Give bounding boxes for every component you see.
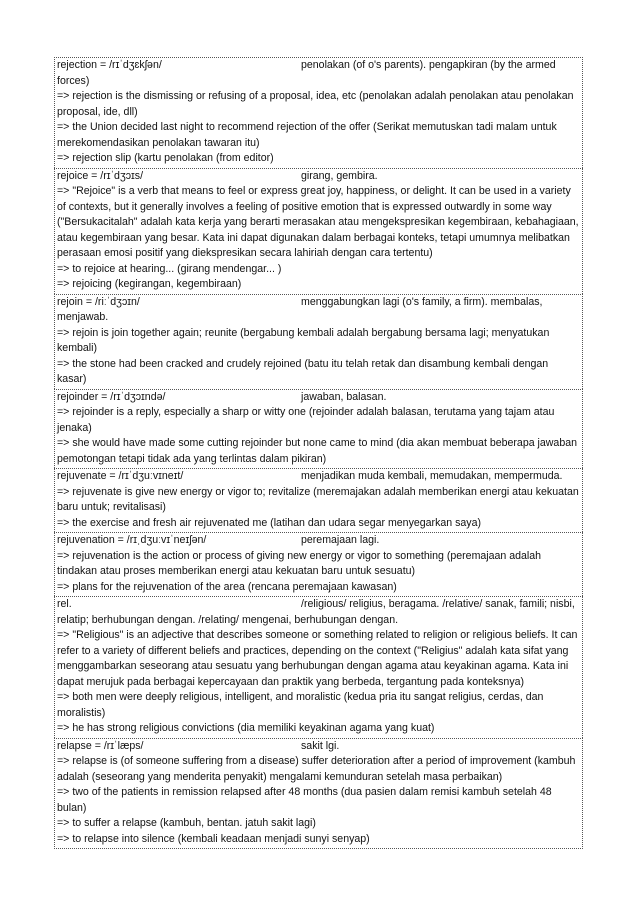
- example-line: => rejoicing (kegirangan, kegembiraan): [57, 278, 242, 290]
- entry-heading: [57, 169, 580, 185]
- example-line: => the exercise and fresh air rejuvenated me (latihan dan udara segar menyegarkan saya): [57, 516, 481, 529]
- example-line: => "Religious" is an adjective that describes someone or something related to religion or religious beliefs. It can refer to a variety of different beliefs and practices, depending on the context ("Religius" adalah kata sifat yang menggambarkan seseorang atau sesuatu yang berhubungan dengan agama atau keyakinan agama. Kata ini dapat merujuk pada berbagai kepercayaan dan praktik yang berbeda, tergantung pada konteksnya): [57, 629, 578, 688]
- entry-heading: [57, 295, 580, 326]
- dictionary-entry: [54, 532, 583, 596]
- dictionary-entry: [54, 596, 583, 738]
- definition: /religious/ religius, beragama. /relative/ sanak, famili; nisbi, relatip; berhubungan dengan. /relating/ mengenai, berhubungan dengan.: [57, 598, 575, 626]
- entry-heading: [57, 469, 580, 485]
- example-line: => the Union decided last night to recommend rejection of the offer (Serikat memutuskan tadi malam untuk merekomendasikan penolakan tawaran itu): [57, 121, 557, 149]
- dictionary-entry: [54, 294, 583, 389]
- example-line: => plans for the rejuvenation of the area (rencana peremajaan kawasan): [57, 580, 397, 593]
- example-line: => to rejoice at hearing... (girang mendengar... ): [57, 262, 282, 275]
- entry-heading: [57, 533, 580, 549]
- dictionary-entry: [54, 468, 583, 532]
- entry-heading: [57, 597, 580, 628]
- example-line: => rejuvenate is give new energy or vigor to; revitalize (meremajakan adalah memberikan energi atau kekuatan baru untuk; revitalisasi): [57, 485, 579, 513]
- headword: rejuvenate = /rɪˈdʒuːvɪneɪt/: [57, 470, 184, 482]
- dictionary-entry: [54, 57, 583, 168]
- headword: rejection = /rɪˈdʒɛkʃən/: [57, 59, 162, 71]
- dictionary-page: [54, 57, 583, 849]
- example-line: => to suffer a relapse (kambuh, bentan. jatuh sakit lagi): [57, 817, 316, 829]
- example-line: => she would have made some cutting rejoinder but none came to mind (dia akan membuat beberapa jawaban pemotongan tetapi tidak ada yang terlintas dalam pikiran): [57, 437, 578, 465]
- example-line: => rejuvenation is the action or process of giving new energy or vigor to something (peremajaan adalah tindakan atau proses memberikan energi atau kekuatan baru untuk sesuatu): [57, 549, 542, 577]
- entry-heading: [57, 390, 580, 406]
- example-line: => relapse is (of someone suffering from a disease) suffer deterioration after a period of improvement (kambuh adalah (seseorang yang menderita penyakit) mengalami kemunduran setelah masa perbaikan): [57, 755, 576, 783]
- headword: rejuvenation = /rɪˌdʒuːvɪˈneɪʃən/: [57, 534, 207, 546]
- definition: penolakan (of o's parents). pengapkiran (by the armed forces): [57, 59, 556, 87]
- example-line: => rejoinder is a reply, especially a sharp or witty one (rejoinder adalah balasan, terutama yang tajam atau jenaka): [57, 406, 555, 434]
- definition: jawaban, balasan.: [301, 390, 387, 403]
- definition: girang, gembira.: [301, 169, 378, 182]
- headword: rejoinder = /rɪˈdʒɔɪndə/: [57, 390, 166, 403]
- example-line: => rejection is the dismissing or refusing of a proposal, idea, etc (penolakan adalah penolakan atau penolakan proposal, ide, dll): [57, 90, 574, 118]
- headword: rel.: [57, 598, 72, 610]
- example-line: => "Rejoice" is a verb that means to feel or express great joy, happiness, or delight. It can be used in a variety of contexts, but it generally involves a feeling of positive emotion that is expressed outwardly in some way ("Bersukacitalah" adalah kata kerja yang berarti merasakan atau mengekspresikan kegembiraan, kebahagiaan, atau kegembiraan yang besar. Kata ini dapat digunakan dalam berbagai konteks, tetapi umumnya melibatkan perasaan emosi positif yang diekspresikan secara lahiriah dengan cara tertentu): [57, 185, 579, 259]
- example-line: => to relapse into silence (kembali keadaan menjadi sunyi senyap): [57, 832, 370, 845]
- dictionary-entry: [54, 389, 583, 469]
- example-line: => he has strong religious convictions (dia memiliki keyakinan agama yang kuat): [57, 722, 435, 734]
- entry-heading: [57, 739, 580, 755]
- definition: peremajaan lagi.: [301, 534, 380, 546]
- example-line: => the stone had been cracked and crudely rejoined (batu itu telah retak dan disambung kembali dengan kasar): [57, 357, 549, 385]
- dictionary-entry: [54, 168, 583, 294]
- example-line: => two of the patients in remission relapsed after 48 months (dua pasien dalam remisi kambuh setelah 48 bulan): [57, 786, 552, 814]
- definition: sakit lgi.: [301, 739, 340, 752]
- dictionary-entry: [54, 738, 583, 850]
- definition: menjadikan muda kembali, memudakan, mempermuda.: [301, 470, 563, 482]
- headword: rejoice = /rɪˈdʒɔɪs/: [57, 169, 144, 182]
- example-line: => both men were deeply religious, intelligent, and moralistic (kedua pria itu sangat religius, cerdas, dan moralistis): [57, 691, 544, 719]
- example-line: => rejection slip (kartu penolakan (from editor): [57, 152, 274, 164]
- definition: menggabungkan lagi (o's family, a firm). membalas, menjawab.: [57, 295, 543, 323]
- headword: rejoin = /riːˈdʒɔɪn/: [57, 295, 140, 308]
- entry-heading: [57, 58, 580, 89]
- headword: relapse = /rɪˈlæps/: [57, 739, 144, 752]
- example-line: => rejoin is join together again; reunite (bergabung kembali adalah bergabung bersama lagi; menyatukan kembali): [57, 326, 550, 354]
